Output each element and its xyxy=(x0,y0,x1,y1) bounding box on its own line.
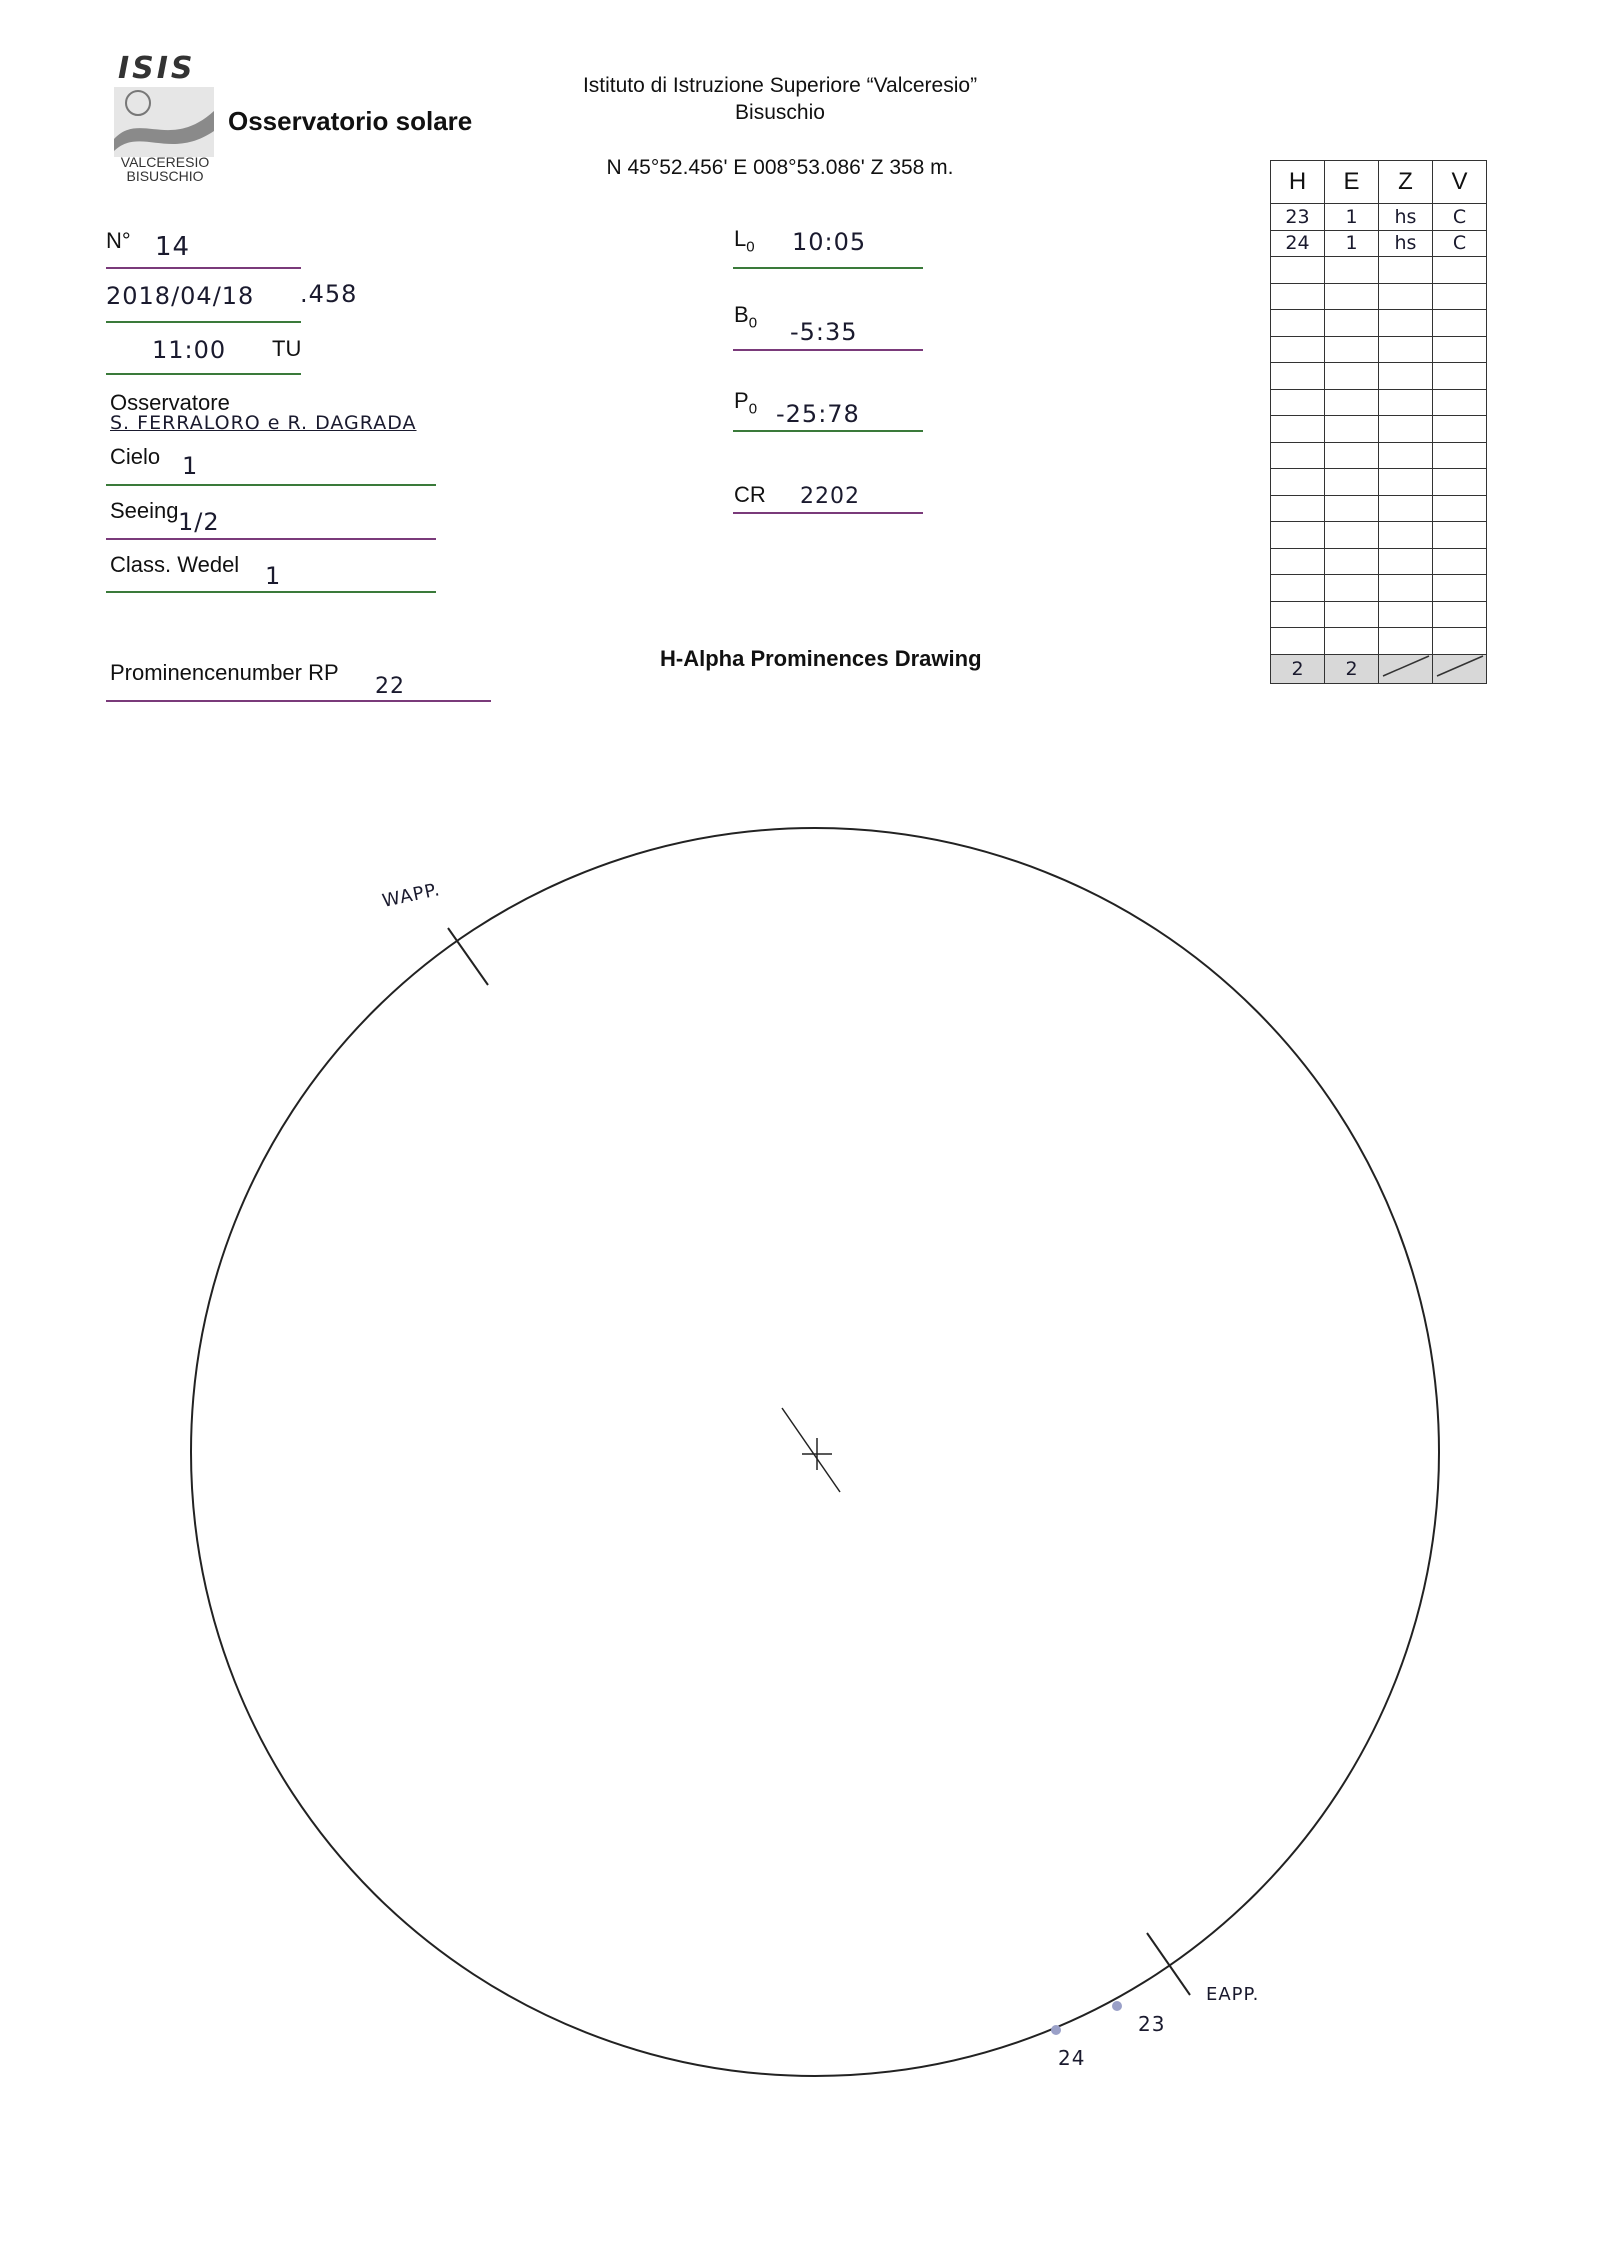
empty-cell xyxy=(1325,469,1379,496)
table-row xyxy=(1271,336,1487,363)
institute-name: Istituto di Istruzione Superiore “Valceresio” xyxy=(582,74,978,97)
time-unit: TU xyxy=(272,336,302,361)
empty-cell xyxy=(1271,442,1325,469)
rotation-axis xyxy=(782,1408,840,1492)
cell-v: C xyxy=(1433,204,1487,231)
number-line xyxy=(106,267,301,269)
p0-letter: P xyxy=(734,388,749,413)
table-row xyxy=(1271,416,1487,443)
cell-v: C xyxy=(1433,230,1487,257)
empty-cell xyxy=(1325,522,1379,549)
date-value: 2018/04/18 xyxy=(106,282,255,310)
total-e: 2 xyxy=(1325,654,1379,683)
table-row xyxy=(1271,522,1487,549)
table-total-row xyxy=(1271,654,1487,683)
empty-cell xyxy=(1433,601,1487,628)
total-v xyxy=(1433,654,1487,683)
prominence-23-mark xyxy=(1112,2001,1122,2011)
empty-cell xyxy=(1379,601,1433,628)
b0-letter: B xyxy=(734,302,749,327)
table-row xyxy=(1271,442,1487,469)
header-e: E xyxy=(1325,161,1379,204)
empty-cell xyxy=(1379,575,1433,602)
table-row xyxy=(1271,469,1487,496)
empty-cell xyxy=(1433,469,1487,496)
l0-label xyxy=(734,226,755,255)
empty-cell xyxy=(1325,601,1379,628)
number-value: 14 xyxy=(155,232,191,262)
table-row xyxy=(1271,575,1487,602)
empty-cell xyxy=(1271,363,1325,390)
table-row xyxy=(1271,389,1487,416)
empty-cell xyxy=(1433,336,1487,363)
table-row xyxy=(1271,363,1487,390)
table-row xyxy=(1271,601,1487,628)
empty-cell xyxy=(1433,628,1487,655)
sky-value: 1 xyxy=(182,452,199,480)
empty-cell xyxy=(1325,548,1379,575)
prominence-label: Prominencenumber RP xyxy=(110,660,339,685)
p0-label xyxy=(734,388,757,417)
empty-cell xyxy=(1379,283,1433,310)
table-header-row xyxy=(1271,161,1487,204)
header-z: Z xyxy=(1379,161,1433,204)
empty-cell xyxy=(1325,363,1379,390)
empty-cell xyxy=(1271,310,1325,337)
empty-cell xyxy=(1379,363,1433,390)
time-line xyxy=(106,373,301,375)
empty-cell xyxy=(1271,628,1325,655)
cell-z: hs xyxy=(1379,204,1433,231)
empty-cell xyxy=(1433,363,1487,390)
b0-value: -5:35 xyxy=(790,318,858,346)
cr-line xyxy=(733,512,923,514)
header-v: V xyxy=(1433,161,1487,204)
empty-cell xyxy=(1271,257,1325,284)
empty-cell xyxy=(1379,416,1433,443)
table-row xyxy=(1271,257,1487,284)
b0-label xyxy=(734,302,757,331)
b0-sub: 0 xyxy=(748,314,758,332)
total-z xyxy=(1379,654,1433,683)
logo xyxy=(110,51,220,185)
empty-cell xyxy=(1271,548,1325,575)
wedel-line xyxy=(106,591,436,593)
l0-letter: L xyxy=(734,226,747,251)
empty-cell xyxy=(1433,575,1487,602)
logo-sub-1: VALCERESIO xyxy=(120,154,210,170)
empty-cell xyxy=(1433,389,1487,416)
table-row xyxy=(1271,204,1487,231)
coordinates: N 45°52.456' E 008°53.086' Z 358 m. xyxy=(606,156,954,179)
l0-sub: 0 xyxy=(746,238,755,256)
observatory-title: Osservatorio solare xyxy=(228,106,473,136)
empty-cell xyxy=(1379,257,1433,284)
prominence-table xyxy=(1270,160,1487,684)
empty-cell xyxy=(1325,283,1379,310)
empty-cell xyxy=(1271,601,1325,628)
number-label: N° xyxy=(106,228,131,253)
empty-cell xyxy=(1433,416,1487,443)
empty-cell xyxy=(1325,257,1379,284)
empty-cell xyxy=(1271,336,1325,363)
empty-cell xyxy=(1433,442,1487,469)
prominence-line xyxy=(106,700,491,702)
empty-cell xyxy=(1271,389,1325,416)
p0-line xyxy=(733,430,923,432)
institute-town: Bisuschio xyxy=(735,101,825,124)
sky-line xyxy=(106,484,436,486)
empty-cell xyxy=(1271,495,1325,522)
empty-cell xyxy=(1379,442,1433,469)
wedel-label: Class. Wedel xyxy=(110,552,240,577)
empty-cell xyxy=(1433,310,1487,337)
prominence-24-mark xyxy=(1051,2025,1061,2035)
empty-cell xyxy=(1325,442,1379,469)
prominence-23-label: 23 xyxy=(1138,2012,1166,2036)
slash-icon xyxy=(1381,655,1431,677)
date-line xyxy=(106,321,301,323)
empty-cell xyxy=(1271,522,1325,549)
empty-cell xyxy=(1433,495,1487,522)
east-label: EAPP. xyxy=(1206,1984,1260,2005)
solar-disk xyxy=(191,828,1439,2076)
observer-value: S. FERRALORO e R. DAGRADA xyxy=(110,412,417,434)
prominence-value: 22 xyxy=(375,674,405,699)
wedel-value: 1 xyxy=(265,562,282,590)
cell-h: 23 xyxy=(1271,204,1325,231)
empty-cell xyxy=(1271,575,1325,602)
empty-cell xyxy=(1325,416,1379,443)
table-row xyxy=(1271,230,1487,257)
empty-cell xyxy=(1271,416,1325,443)
observer-label: Osservatore xyxy=(110,390,230,415)
b0-line xyxy=(733,349,923,351)
total-h: 2 xyxy=(1271,654,1325,683)
empty-cell xyxy=(1379,628,1433,655)
time-value: 11:00 xyxy=(152,336,227,364)
cell-z: hs xyxy=(1379,230,1433,257)
empty-cell xyxy=(1325,495,1379,522)
l0-value: 10:05 xyxy=(792,228,867,256)
empty-cell xyxy=(1325,575,1379,602)
empty-cell xyxy=(1379,389,1433,416)
empty-cell xyxy=(1379,336,1433,363)
slash-icon xyxy=(1435,655,1485,677)
empty-cell xyxy=(1271,469,1325,496)
west-axis-tick xyxy=(448,928,488,985)
west-label: WAPP. xyxy=(380,879,443,912)
empty-cell xyxy=(1433,283,1487,310)
cr-label: CR xyxy=(734,482,766,507)
table-row xyxy=(1271,628,1487,655)
empty-cell xyxy=(1433,522,1487,549)
cell-h: 24 xyxy=(1271,230,1325,257)
empty-cell xyxy=(1379,495,1433,522)
prominence-24-label: 24 xyxy=(1058,2046,1086,2070)
logo-brand: ISIS xyxy=(118,51,196,86)
empty-cell xyxy=(1433,257,1487,284)
table-row xyxy=(1271,495,1487,522)
empty-cell xyxy=(1433,548,1487,575)
cell-e: 1 xyxy=(1325,204,1379,231)
table-row xyxy=(1271,283,1487,310)
cr-value: 2202 xyxy=(800,484,860,509)
east-axis-tick xyxy=(1147,1933,1190,1995)
p0-value: -25:78 xyxy=(776,400,860,428)
logo-wave-icon xyxy=(110,81,220,161)
l0-line xyxy=(733,267,923,269)
header-h: H xyxy=(1271,161,1325,204)
empty-cell xyxy=(1379,522,1433,549)
fraction-value: .458 xyxy=(300,280,358,308)
empty-cell xyxy=(1379,469,1433,496)
empty-cell xyxy=(1325,336,1379,363)
seeing-value: 1/2 xyxy=(178,508,220,536)
sky-label: Cielo xyxy=(110,444,161,469)
p0-sub: 0 xyxy=(748,400,758,418)
empty-cell xyxy=(1325,389,1379,416)
empty-cell xyxy=(1325,310,1379,337)
seeing-label: Seeing xyxy=(110,498,179,523)
empty-cell xyxy=(1325,628,1379,655)
table-row xyxy=(1271,310,1487,337)
empty-cell xyxy=(1271,283,1325,310)
drawing-title: H-Alpha Prominences Drawing xyxy=(660,646,982,671)
empty-cell xyxy=(1379,310,1433,337)
logo-sub-2: BISUSCHIO xyxy=(126,168,204,184)
seeing-line xyxy=(106,538,436,540)
cell-e: 1 xyxy=(1325,230,1379,257)
empty-cell xyxy=(1379,548,1433,575)
table-row xyxy=(1271,548,1487,575)
